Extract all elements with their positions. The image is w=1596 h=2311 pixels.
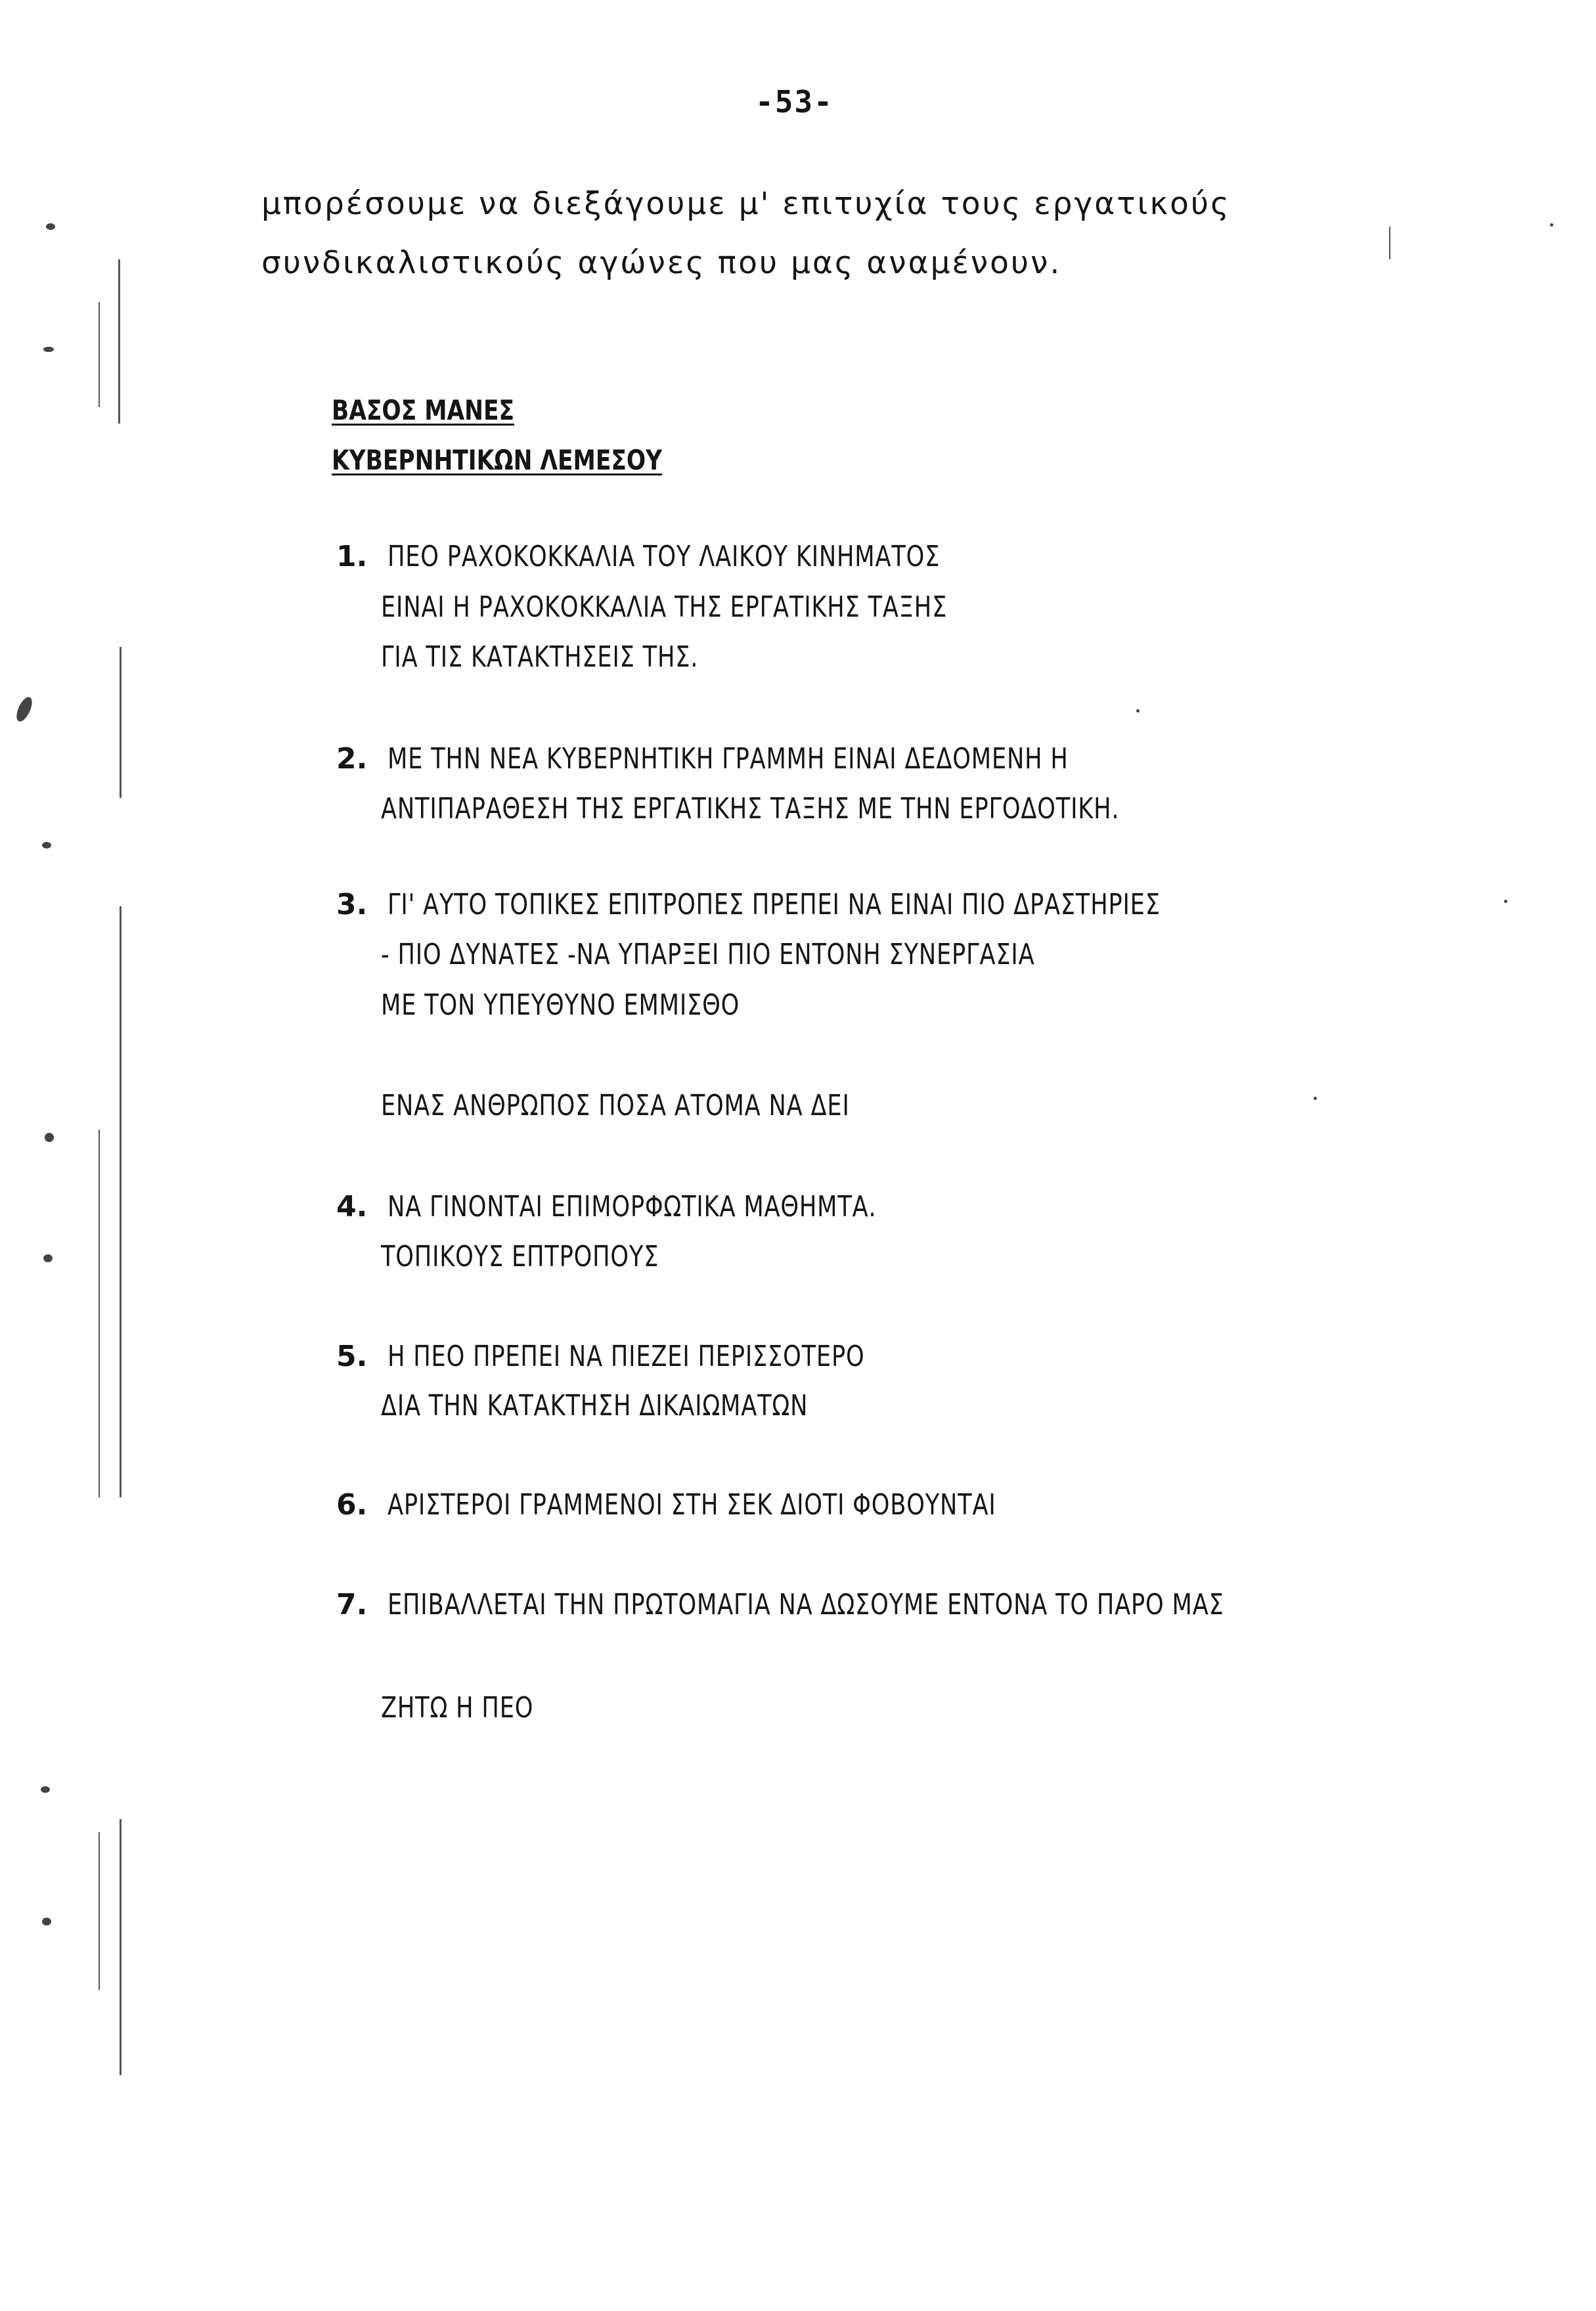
scan-speck [1314,1097,1317,1100]
item-text-line: ΓΙΑ ΤΙΣ ΚΑΤΑΚΤΗΣΕΙΣ ΤΗΣ. [381,640,699,674]
scan-speck [43,1254,53,1262]
scan-speck [1136,709,1140,713]
item-number: 4. [336,1190,368,1223]
item-extra-line: ΕΝΑΣ ΑΝΘΡΩΠΟΣ ΠΟΣΑ ΑΤΟΜΑ ΝΑ ΔΕΙ [381,1089,850,1122]
scan-speck [43,347,54,352]
scan-speck [45,1133,54,1142]
margin-scan-line [120,906,122,1497]
intro-line-2: συνδικαλιστικούς αγώνες που μας αναμένουν. [261,245,1062,281]
item-text-line: - ΠΙΟ ΔΥΝΑΤΕΣ -ΝΑ ΥΠΑΡΞΕΙ ΠΙΟ ΕΝΤΟΝΗ ΣΥΝΕΡΓΑΣΙΑ [381,938,1035,971]
margin-scan-line [99,1832,100,1990]
item-text-line: ΜΕ ΤΟΝ ΥΠΕΥΘΥΝΟ ΕΜΜΙΣΘΟ [381,988,740,1022]
page-number: -53- [755,84,833,120]
item-number: 3. [336,888,368,921]
intro-line-1: μπορέσουμε να διεξάγουμε μ' επιτυχία τους εργατικούς [261,186,1231,222]
item-text-line: ΔΙΑ ΤΗΝ ΚΑΤΑΚΤΗΣΗ ΔΙΚΑΙΩΜΑΤΩΝ [381,1389,809,1422]
scan-speck [12,695,36,724]
item-number: 5. [336,1340,368,1373]
item-text-line: ΜΕ ΤΗΝ ΝΕΑ ΚΥΒΕΡΝΗΤΙΚΗ ΓΡΑΜΜΗ ΕΙΝΑΙ ΔΕΔΟΜΕΝΗ Η [388,742,1069,776]
item-number: 2. [336,742,368,776]
item-text-line: Η ΠΕΟ ΠΡΕΠΕΙ ΝΑ ΠΙΕΖΕΙ ΠΕΡΙΣΣΟΤΕΡΟ [388,1340,865,1373]
scan-speck [1504,900,1507,903]
item-text-line: ΑΝΤΙΠΑΡΑΘΕΣΗ ΤΗΣ ΕΡΓΑΤΙΚΗΣ ΤΑΞΗΣ ΜΕ ΤΗΝ ΕΡΓΟΔΟΤΙΚΗ. [381,792,1120,825]
item-text-line: ΕΠΙΒΑΛΛΕΤΑΙ ΤΗΝ ΠΡΩΤΟΜΑΓΙΑ ΝΑ ΔΩΣΟΥΜΕ ΕΝΤΟΝΑ ΤΟ ΠΑΡΟ ΜΑΣ [388,1588,1224,1621]
closing-line: ΖΗΤΩ Η ΠΕΟ [381,1691,534,1725]
scan-speck [42,1918,51,1926]
scan-speck [1550,223,1553,227]
speaker-affiliation: ΚΥΒΕΡΝΗΤΙΚΩΝ ΛΕΜΕΣΟΥ [332,444,663,476]
item-text-line: ΑΡΙΣΤΕΡΟΙ ΓΡΑΜΜΕΝΟΙ ΣΤΗ ΣΕΚ ΔΙΟΤΙ ΦΟΒΟΥΝΤΑΙ [388,1488,996,1522]
scan-speck [41,1786,50,1793]
speaker-name: ΒΑΣΟΣ ΜΑΝΕΣ [332,394,515,426]
item-number: 6. [336,1488,368,1522]
item-number: 1. [336,540,368,573]
item-text-line: ΓΙ' ΑΥΤΟ ΤΟΠΙΚΕΣ ΕΠΙΤΡΟΠΕΣ ΠΡΕΠΕΙ ΝΑ ΕΙΝΑΙ ΠΙΟ ΔΡΑΣΤΗΡΙΕΣ [388,888,1161,921]
item-text-line: ΝΑ ΓΙΝΟΝΤΑΙ ΕΠΙΜΟΡΦΩΤΙΚΑ ΜΑΘΗΜΤΑ. [388,1190,877,1223]
margin-scan-line [118,259,120,424]
item-text-line: ΕΙΝΑΙ Η ΡΑΧΟΚΟΚΚΑΛΙΑ ΤΗΣ ΕΡΓΑΤΙΚΗΣ ΤΑΞΗΣ [381,590,948,624]
item-text-line: ΠΕΟ ΡΑΧΟΚΟΚΚΑΛΙΑ ΤΟΥ ΛΑΙΚΟΥ ΚΙΝΗΜΑΤΟΣ [388,540,941,573]
margin-scan-line [120,1819,122,2075]
margin-scan-line [1389,227,1390,259]
scan-speck [46,223,55,230]
scan-speck [42,842,51,848]
item-number: 7. [336,1588,368,1621]
margin-scan-line [99,1130,100,1497]
margin-scan-line [99,302,100,407]
margin-scan-line [120,647,122,798]
item-text-line: ΤΟΠΙΚΟΥΣ ΕΠΤΡΟΠΟΥΣ [381,1240,659,1273]
